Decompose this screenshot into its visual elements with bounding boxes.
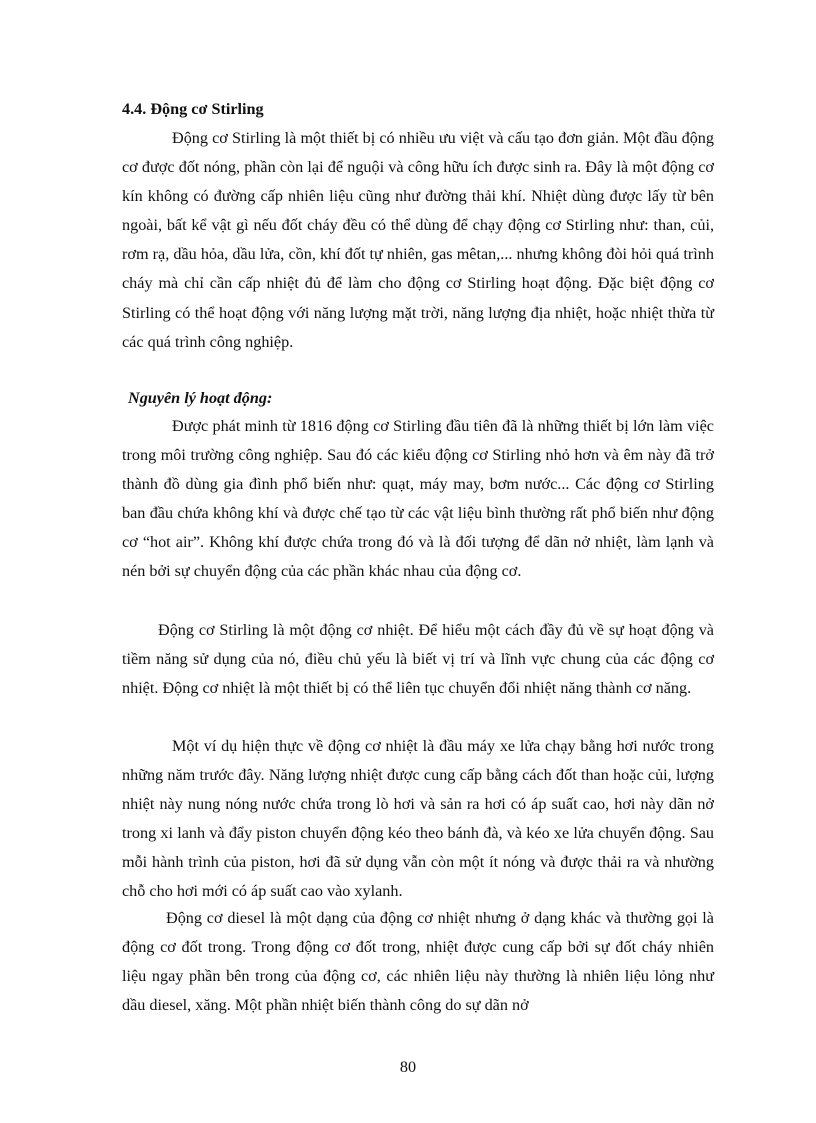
principle-heading: Nguyên lý hoạt động: — [128, 389, 273, 407]
paragraph-diesel: Động cơ diesel là một dạng của động cơ nhiệt nhưng ở dạng khác và thường gọi là động cơ đốt trong. Trong động cơ đốt trong, nhiệt được cung cấp bởi sự đốt cháy nhiên liệu ngay phần bên trong của động cơ, các nhiên liệu này thường là nhiên liệu lỏng như dầu diesel, xăng. Một phần nhiệt biến thành công do sự dãn nở — [122, 909, 714, 1015]
paragraph-heat-engine: Động cơ Stirling là một động cơ nhiệt. Để hiểu một cách đầy đủ về sự hoạt động và tiềm năng sử dụng của nó, điều chủ yếu là biết vị trí và lĩnh vực chung của các động cơ nhiệt. Động cơ nhiệt là một thiết bị có thể liên tục chuyển đổi nhiệt năng thành cơ năng. — [122, 621, 714, 698]
page-number: 80 — [399, 1058, 417, 1076]
intro-paragraph: Động cơ Stirling là một thiết bị có nhiều ưu việt và cấu tạo đơn giản. Một đầu động cơ được đốt nóng, phần còn lại để nguội và công hữu ích được sinh ra. Đây là một động cơ kín không có đường cấp nhiên liệu cũng như đường thải khí. Nhiệt dùng được lấy từ bên ngoài, bất kể vật gì nếu đốt cháy đều có thể dùng để chạy động cơ Stirling như: than, củi, rơm rạ, dầu hỏa, dầu lửa, cồn, khí đốt tự nhiên, gas mêtan,... nhưng không đòi hỏi quá trình cháy mà chỉ cần cấp nhiệt đủ để làm cho động cơ Stirling hoạt động. Đặc biệt động cơ Stirling có thể hoạt động với năng lượng mặt trời, năng lượng địa nhiệt, hoặc nhiệt thừa từ các quá trình công nghiệp. — [122, 129, 714, 351]
paragraph-steam-example: Một ví dụ hiện thực về động cơ nhiệt là đầu máy xe lửa chạy bằng hơi nước trong những năm trước đây. Năng lượng nhiệt được cung cấp bằng cách đốt than hoặc củi, lượng nhiệt này nung nóng nước chứa trong lò hơi và sản ra hơi có áp suất cao, hơi này dãn nở trong xi lanh và đẩy piston chuyển động kéo theo bánh đà, và kéo xe lửa chuyển động. Sau mỗi hành trình của piston, hơi đã sử dụng vẫn còn một ít nóng và được thải ra và nhường chỗ cho hơi mới có áp suất cao vào xylanh. — [122, 737, 714, 901]
section-heading: 4.4. Động cơ Stirling — [122, 100, 264, 118]
paragraph-history: Được phát minh từ 1816 động cơ Stirling đầu tiên đã là những thiết bị lớn làm việc trong môi trường công nghiệp. Sau đó các kiểu động cơ Stirling nhỏ hơn và êm này đã trở thành đồ dùng gia đình phổ biến như: quạt, máy may, bơm nước... Các động cơ Stirling ban đầu chứa không khí và được chế tạo từ các vật liệu bình thường rất phổ biến như động cơ “hot air”. Không khí được chứa trong đó và là đối tượng để dãn nở nhiệt, làm lạnh và nén bởi sự chuyển động của các phần khác nhau của động cơ. — [122, 417, 714, 581]
